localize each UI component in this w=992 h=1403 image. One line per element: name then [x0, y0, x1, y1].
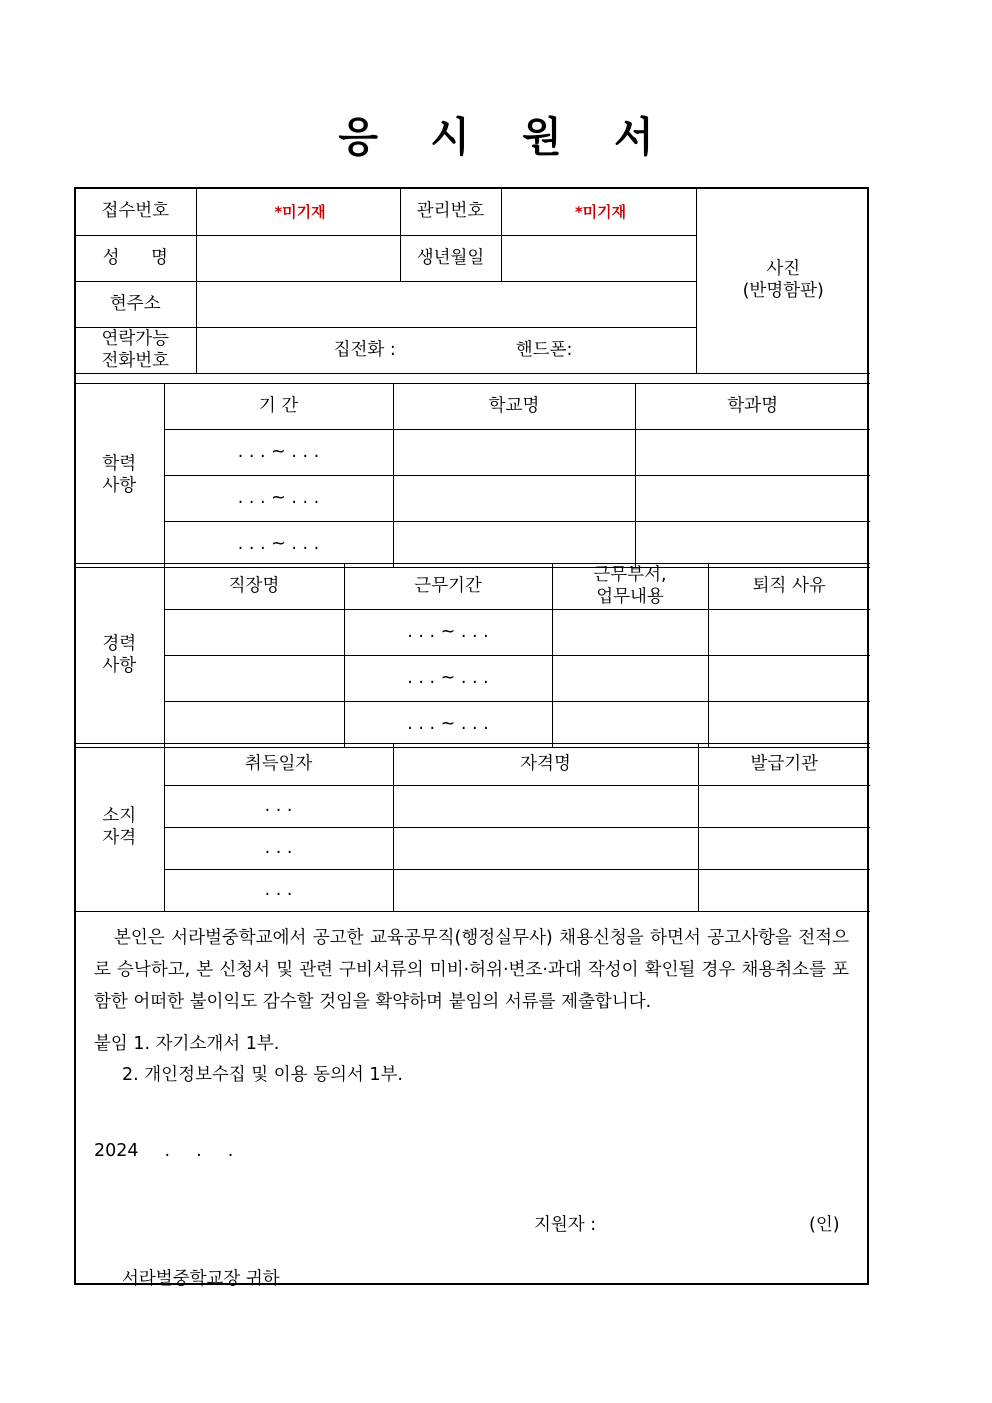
- table-row: [75, 656, 870, 702]
- declaration-section: [76, 909, 871, 1296]
- education-major-2[interactable]: [635, 476, 870, 522]
- receipt-no-label: 접수번호: [75, 188, 196, 236]
- career-header-period: 근무기간: [344, 564, 552, 610]
- education-table: [75, 383, 870, 568]
- qualification-date-2[interactable]: . . .: [164, 828, 393, 870]
- submission-date-line[interactable]: [94, 1136, 849, 1168]
- date-sep-1: .: [164, 1141, 171, 1162]
- career-header-dept-line2: 업무내용: [596, 586, 664, 607]
- address-label: 현주소: [75, 282, 196, 328]
- birthdate-label: 생년월일: [400, 236, 501, 282]
- career-reason-3[interactable]: [708, 702, 870, 748]
- career-dept-3[interactable]: [552, 702, 708, 748]
- career-period-1[interactable]: . . . ~ . . .: [344, 610, 552, 656]
- career-reason-2[interactable]: [708, 656, 870, 702]
- qualification-date-3[interactable]: . . .: [164, 870, 393, 912]
- career-header-reason: 퇴직 사유: [708, 564, 870, 610]
- home-phone-label: 집전화 :: [333, 339, 396, 360]
- qualification-header-issuer: 발급기관: [698, 744, 870, 786]
- education-school-2[interactable]: [393, 476, 635, 522]
- date-sep-3: .: [227, 1141, 234, 1162]
- table-row: [75, 828, 870, 870]
- qualification-section-label: [75, 744, 164, 912]
- phone-fields[interactable]: [196, 328, 696, 374]
- career-section-label: [75, 564, 164, 748]
- career-period-3[interactable]: . . . ~ . . .: [344, 702, 552, 748]
- education-major-1[interactable]: [635, 430, 870, 476]
- form-outer-frame: [74, 187, 869, 1289]
- career-reason-1[interactable]: [708, 610, 870, 656]
- attachment-item-1: 붙임 1. 자기소개서 1부.: [94, 1033, 280, 1054]
- education-school-3[interactable]: [393, 522, 635, 568]
- education-header-major: 학과명: [635, 384, 870, 430]
- career-header-department: [552, 564, 708, 610]
- table-row: [75, 564, 870, 610]
- applicant-label: 지원자 :: [534, 1215, 597, 1236]
- mgmt-no-label: 관리번호: [400, 188, 501, 236]
- receipt-no-required-mark: *미기재: [274, 202, 326, 221]
- name-field[interactable]: [196, 236, 400, 282]
- career-company-2[interactable]: [164, 656, 344, 702]
- table-row: [75, 786, 870, 828]
- education-period-2[interactable]: . . . ~ . . .: [164, 476, 393, 522]
- phone-label-line1: 연락가능: [101, 328, 170, 349]
- career-table: [75, 563, 870, 748]
- education-period-1[interactable]: . . . ~ . . .: [164, 430, 393, 476]
- career-header-company: 직장명: [164, 564, 344, 610]
- table-row: [75, 384, 870, 430]
- career-label-line1: 경력: [102, 633, 137, 654]
- table-row: [75, 702, 870, 748]
- seal-mark: (인): [809, 1215, 840, 1236]
- career-dept-2[interactable]: [552, 656, 708, 702]
- photo-label-line2: (반명함판): [742, 280, 824, 301]
- education-period-3[interactable]: . . . ~ . . .: [164, 522, 393, 568]
- date-sep-2: .: [196, 1141, 202, 1162]
- photo-label-line1: 사진: [766, 258, 801, 279]
- declaration-text: 본인은 서라벌중학교에서 공고한 교육공무직(행정실무사) 채용신청을 하면서 공고사항을 전적으로 승낙하고, 본 신청서 및 관련 구비서류의 미비·허위·변조·과대 작성이 확인될 경우 채용취소를 포함한 어떠한 불이익도 감수할 것임을 확약하며 붙임의 서류를 제출합니다.: [94, 928, 849, 1012]
- mobile-phone-label: 핸드폰:: [515, 339, 573, 360]
- education-school-1[interactable]: [393, 430, 635, 476]
- qualification-header-date: 취득일자: [164, 744, 393, 786]
- education-section: [75, 383, 870, 568]
- qualification-table: [75, 743, 870, 912]
- receipt-no-field[interactable]: [196, 188, 400, 236]
- applicant-signature-line[interactable]: [94, 1210, 849, 1242]
- addressee-line: 서라벌중학교장 귀하: [122, 1268, 280, 1289]
- education-header-school: 학교명: [393, 384, 635, 430]
- qualification-label-line1: 소지: [102, 805, 137, 826]
- personal-info-table: [75, 188, 870, 374]
- qualification-issuer-1[interactable]: [698, 786, 870, 828]
- qualification-name-3[interactable]: [393, 870, 698, 912]
- career-dept-1[interactable]: [552, 610, 708, 656]
- table-row: [75, 610, 870, 656]
- education-label-line2: 사항: [102, 475, 137, 496]
- career-label-line2: 사항: [102, 655, 137, 676]
- table-row: [75, 870, 870, 912]
- qualification-name-2[interactable]: [393, 828, 698, 870]
- qualification-header-name: 자격명: [393, 744, 698, 786]
- submission-year: 2024: [94, 1141, 139, 1162]
- birthdate-field[interactable]: [501, 236, 696, 282]
- career-period-2[interactable]: . . . ~ . . .: [344, 656, 552, 702]
- phone-label-line2: 전화번호: [101, 350, 170, 371]
- qualification-issuer-2[interactable]: [698, 828, 870, 870]
- career-section: [75, 563, 870, 748]
- page-title: 응 시 원 서: [338, 113, 673, 161]
- career-company-3[interactable]: [164, 702, 344, 748]
- phone-label: [75, 328, 196, 374]
- education-major-3[interactable]: [635, 522, 870, 568]
- career-company-1[interactable]: [164, 610, 344, 656]
- table-row: [75, 476, 870, 522]
- address-field[interactable]: [196, 282, 696, 328]
- table-row: [75, 522, 870, 568]
- qualification-label-line2: 자격: [102, 827, 137, 848]
- qualification-issuer-3[interactable]: [698, 870, 870, 912]
- mgmt-no-field[interactable]: [501, 188, 696, 236]
- table-row: [75, 188, 870, 236]
- table-row: [75, 430, 870, 476]
- qualification-date-1[interactable]: . . .: [164, 786, 393, 828]
- career-header-dept-line1: 근무부서,: [593, 564, 667, 585]
- table-row: [75, 744, 870, 786]
- education-label-line1: 학력: [102, 453, 137, 474]
- photo-placeholder-cell: [696, 188, 870, 374]
- qualification-section: [75, 743, 870, 912]
- mgmt-no-required-mark: *미기재: [574, 202, 627, 221]
- personal-info-section: [75, 188, 870, 374]
- name-label: 성 명: [75, 236, 196, 282]
- education-section-label: [75, 384, 164, 568]
- education-header-period: 기 간: [164, 384, 393, 430]
- attachment-item-2: 2. 개인정보수집 및 이용 동의서 1부.: [122, 1065, 403, 1086]
- qualification-name-1[interactable]: [393, 786, 698, 828]
